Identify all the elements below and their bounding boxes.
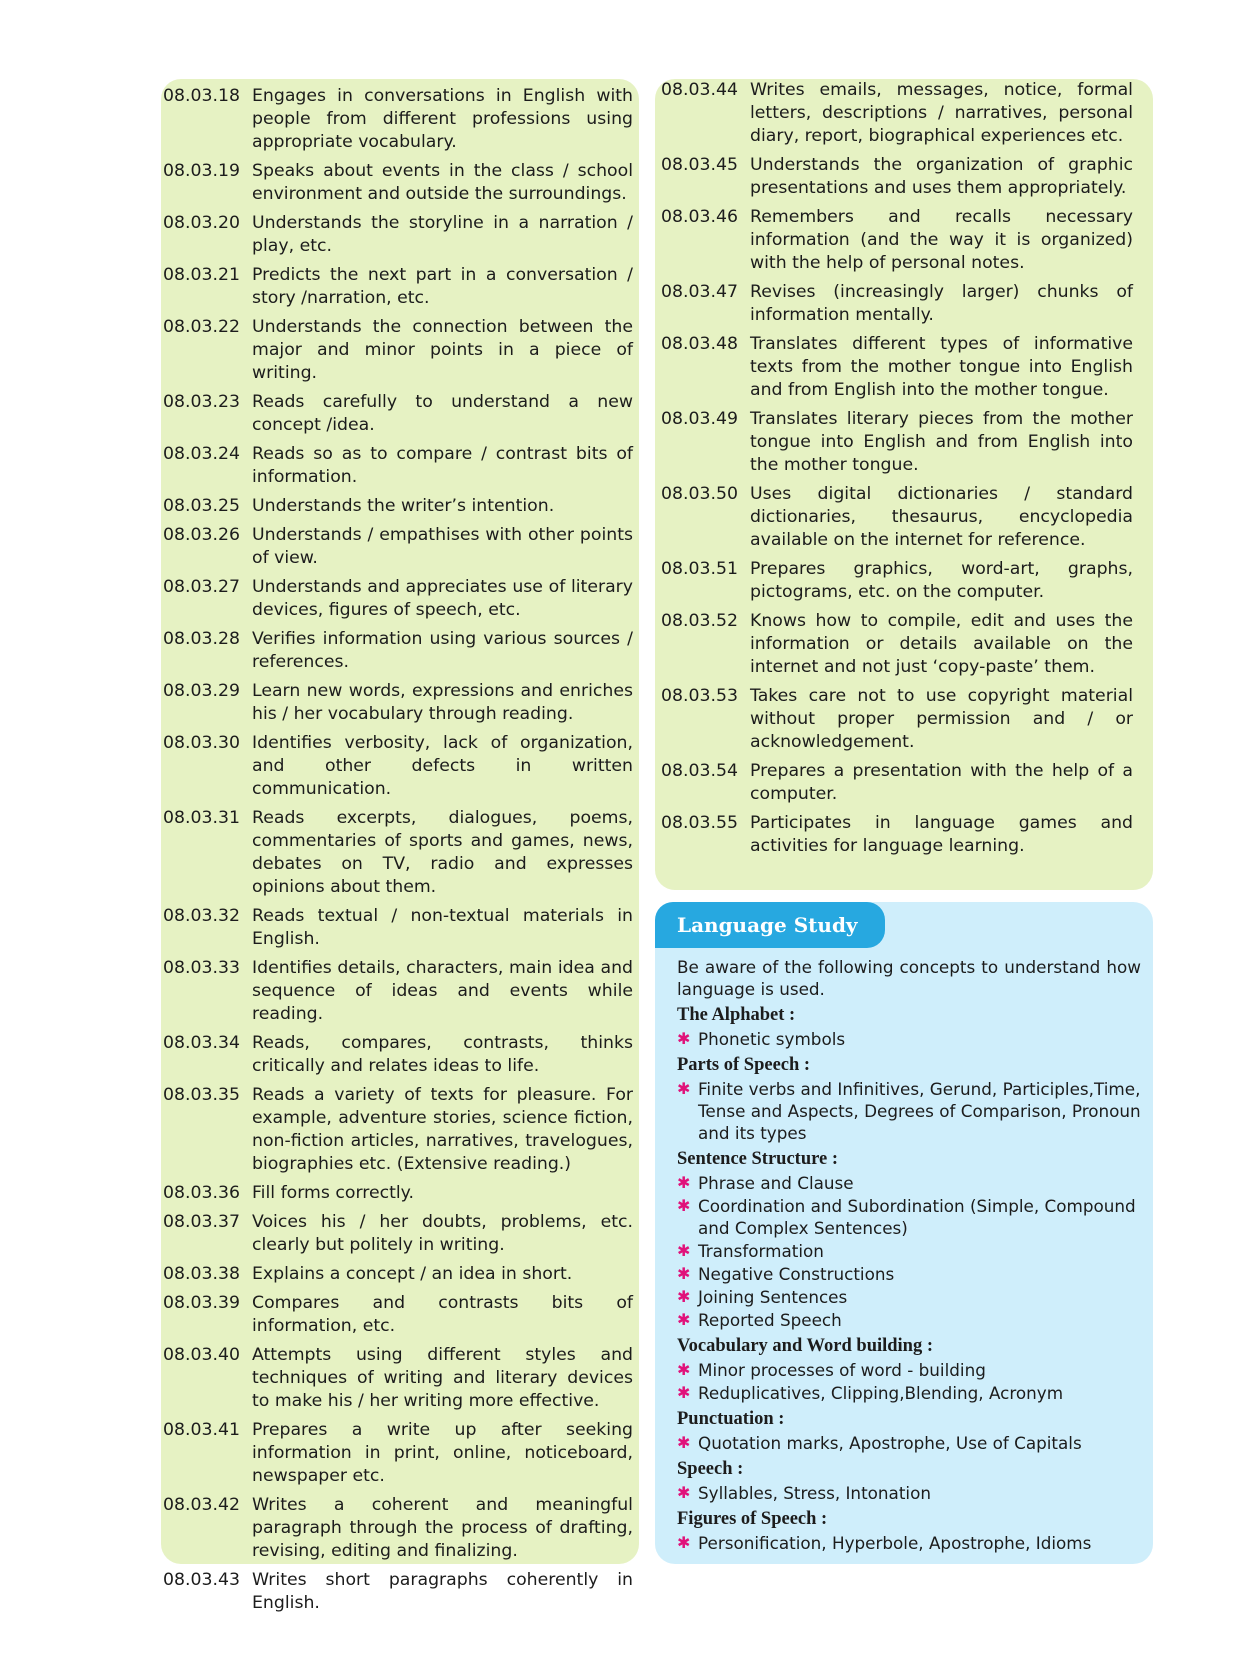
outcome-item [661, 760, 1133, 806]
concept-bullet [677, 1382, 1141, 1404]
outcome-item [163, 732, 633, 801]
outcome-text: Voices his / her doubts, problems, etc. clearly but politely in writing. [252, 1212, 633, 1255]
outcome-code: 08.03.48 [661, 334, 738, 354]
concept-bullet [677, 1432, 1141, 1454]
concept-section [677, 1003, 1141, 1050]
outcome-text: Compares and contrasts bits of information, etc. [252, 1293, 633, 1336]
outcome-item [163, 160, 633, 206]
outcome-item [661, 333, 1133, 402]
outcome-text: Verifies information using various sources / references. [252, 629, 633, 672]
outcome-item [163, 1211, 633, 1257]
language-study-title: Language Study [655, 902, 885, 948]
asterisk-bullet-icon: ✱ [677, 1310, 691, 1329]
outcome-text: Explains a concept / an idea in short. [252, 1264, 573, 1284]
outcome-item [163, 1084, 633, 1176]
outcome-item [661, 79, 1133, 148]
concept-bullet [677, 1195, 1141, 1239]
outcome-text: Reads carefully to understand a new concept /idea. [252, 392, 633, 435]
outcome-text: Fill forms correctly. [252, 1183, 414, 1203]
concept-bullet-text: Personification, Hyperbole, Apostrophe, Idioms [698, 1533, 1092, 1553]
concept-bullet [677, 1532, 1141, 1554]
concept-section [677, 1407, 1141, 1454]
outcome-code: 08.03.19 [163, 161, 240, 181]
outcome-item [661, 154, 1133, 200]
outcome-code: 08.03.55 [661, 813, 738, 833]
outcome-code: 08.03.24 [163, 444, 240, 464]
asterisk-bullet-icon: ✱ [677, 1383, 691, 1402]
concept-bullet [677, 1286, 1141, 1308]
concept-bullet [677, 1482, 1141, 1504]
concept-bullet [677, 1172, 1141, 1194]
outcome-item [163, 1344, 633, 1413]
outcome-text: Identifies verbosity, lack of organization, and other defects in written communication. [252, 733, 633, 799]
outcome-item [163, 495, 633, 518]
concept-bullet-text: Coordination and Subordination (Simple, Compound and Complex Sentences) [698, 1196, 1136, 1238]
outcome-code: 08.03.46 [661, 207, 738, 227]
concept-bullet-text: Transformation [698, 1241, 824, 1261]
outcome-code: 08.03.51 [661, 559, 738, 579]
outcome-text: Understands the storyline in a narration / play, etc. [252, 213, 633, 256]
outcome-code: 08.03.39 [163, 1293, 240, 1313]
concept-section [677, 1457, 1141, 1504]
concept-bullet-text: Phonetic symbols [698, 1029, 846, 1049]
outcome-item [163, 628, 633, 674]
outcome-item [163, 316, 633, 385]
asterisk-bullet-icon: ✱ [677, 1264, 691, 1283]
outcome-text: Attempts using different styles and techniques of writing and literary devices to make his / her writing more effective. [252, 1345, 633, 1411]
concept-bullet [677, 1359, 1141, 1381]
outcome-text: Writes a coherent and meaningful paragraph through the process of drafting, revising, editing and finalizing. [252, 1495, 633, 1561]
outcome-item [163, 391, 633, 437]
concept-bullet-text: Joining Sentences [698, 1287, 848, 1307]
concept-bullet-text: Minor processes of word - building [698, 1360, 986, 1380]
outcome-item [661, 281, 1133, 327]
outcome-text: Writes emails, messages, notice, formal letters, descriptions / narratives, personal diary, report, biographical experiences etc. [750, 80, 1133, 146]
outcome-text: Uses digital dictionaries / standard dictionaries, thesaurus, encyclopedia available on the internet for reference. [750, 484, 1133, 550]
outcome-text: Reads excerpts, dialogues, poems, commentaries of sports and games, news, debates on TV, radio and expresses opinions about them. [252, 808, 633, 897]
concept-section-title: Figures of Speech : [677, 1509, 828, 1529]
outcome-code: 08.03.20 [163, 213, 240, 233]
outcome-text: Understands the organization of graphic presentations and uses them appropriately. [750, 155, 1133, 198]
outcome-text: Takes care not to use copyright material without proper permission and / or acknowledgement. [750, 686, 1133, 752]
outcome-code: 08.03.30 [163, 733, 240, 753]
outcome-code: 08.03.23 [163, 392, 240, 412]
outcome-item [163, 1419, 633, 1488]
asterisk-bullet-icon: ✱ [677, 1287, 691, 1306]
concept-section-title: Parts of Speech : [677, 1055, 811, 1075]
outcome-item [163, 212, 633, 258]
outcome-text: Knows how to compile, edit and uses the information or details available on the internet and not just ‘copy-paste’ them. [750, 611, 1133, 677]
outcome-item [661, 812, 1133, 858]
outcome-code: 08.03.29 [163, 681, 240, 701]
concept-section-title: The Alphabet : [677, 1005, 796, 1025]
outcome-item [163, 264, 633, 310]
outcome-code: 08.03.49 [661, 409, 738, 429]
outcome-item [163, 85, 633, 154]
outcome-text: Translates different types of informative texts from the mother tongue into English and from English into the mother tongue. [750, 334, 1133, 400]
outcome-item [163, 1494, 633, 1563]
outcome-item [661, 206, 1133, 275]
outcome-code: 08.03.43 [163, 1570, 240, 1590]
outcome-text: Learn new words, expressions and enriches his / her vocabulary through reading. [252, 681, 633, 724]
outcome-item [163, 957, 633, 1026]
outcome-text: Understands the writer’s intention. [252, 496, 555, 516]
asterisk-bullet-icon: ✱ [677, 1173, 691, 1192]
asterisk-bullet-icon: ✱ [677, 1029, 691, 1048]
outcome-code: 08.03.54 [661, 761, 738, 781]
outcome-item [163, 1263, 633, 1286]
outcome-code: 08.03.47 [661, 282, 738, 302]
right-outcomes-panel [655, 79, 1153, 890]
concept-bullet [677, 1309, 1141, 1331]
asterisk-bullet-icon: ✱ [677, 1483, 691, 1502]
outcome-item [661, 483, 1133, 552]
asterisk-bullet-icon: ✱ [677, 1433, 691, 1452]
concept-section-title: Sentence Structure : [677, 1149, 838, 1169]
concept-bullet [677, 1240, 1141, 1262]
outcome-code: 08.03.32 [163, 906, 240, 926]
outcome-code: 08.03.31 [163, 808, 240, 828]
outcome-text: Writes short paragraphs coherently in English. [252, 1570, 633, 1613]
outcome-code: 08.03.21 [163, 265, 240, 285]
outcome-text: Prepares graphics, word-art, graphs, pictograms, etc. on the computer. [750, 559, 1133, 602]
concept-section-title: Punctuation : [677, 1409, 785, 1429]
outcome-item [661, 610, 1133, 679]
outcome-item [163, 1569, 633, 1615]
outcome-text: Reads, compares, contrasts, thinks critically and relates ideas to life. [252, 1033, 633, 1076]
outcome-item [163, 524, 633, 570]
outcome-code: 08.03.44 [661, 80, 738, 100]
outcome-text: Engages in conversations in English with people from different professions using appropriate vocabulary. [252, 86, 633, 152]
concept-section [677, 1053, 1141, 1144]
outcome-code: 08.03.27 [163, 577, 240, 597]
language-study-sections [677, 1003, 1141, 1554]
outcome-item [661, 408, 1133, 477]
outcome-code: 08.03.40 [163, 1345, 240, 1365]
concept-bullet [677, 1028, 1141, 1050]
concept-bullet [677, 1078, 1141, 1144]
outcome-text: Understands / empathises with other points of view. [252, 525, 633, 568]
outcome-text: Reads a variety of texts for pleasure. For example, adventure stories, science fiction, non-fiction articles, narratives, travelogues, biographies etc. (Extensive reading.) [252, 1085, 633, 1174]
outcome-item [163, 443, 633, 489]
outcome-text: Understands and appreciates use of literary devices, figures of speech, etc. [252, 577, 633, 620]
outcome-code: 08.03.42 [163, 1495, 240, 1515]
outcome-text: Understands the connection between the major and minor points in a piece of writing. [252, 317, 633, 383]
language-study-intro: Be aware of the following concepts to understand how language is used. [677, 957, 1141, 999]
outcome-code: 08.03.34 [163, 1033, 240, 1053]
outcome-code: 08.03.26 [163, 525, 240, 545]
asterisk-bullet-icon: ✱ [677, 1196, 691, 1215]
asterisk-bullet-icon: ✱ [677, 1241, 691, 1260]
left-outcomes-panel [161, 79, 639, 1613]
asterisk-bullet-icon: ✱ [677, 1079, 691, 1098]
outcome-text: Remembers and recalls necessary information (and the way it is organized) with the help of personal notes. [750, 207, 1133, 273]
outcome-item [163, 576, 633, 622]
outcome-text: Prepares a write up after seeking information in print, online, noticeboard, newspaper etc. [252, 1420, 633, 1486]
outcome-text: Predicts the next part in a conversation / story /narration, etc. [252, 265, 633, 308]
outcome-item [163, 807, 633, 899]
outcome-code: 08.03.52 [661, 611, 738, 631]
outcome-text: Translates literary pieces from the mother tongue into English and from English into the mother tongue. [750, 409, 1133, 475]
concept-bullet-text: Reported Speech [698, 1310, 842, 1330]
outcome-code: 08.03.22 [163, 317, 240, 337]
outcome-code: 08.03.37 [163, 1212, 240, 1232]
concept-bullet-text: Phrase and Clause [698, 1173, 854, 1193]
outcome-code: 08.03.28 [163, 629, 240, 649]
concept-bullet-text: Reduplicatives, Clipping,Blending, Acronym [698, 1383, 1064, 1403]
outcome-item [163, 680, 633, 726]
outcome-code: 08.03.38 [163, 1264, 240, 1284]
outcome-item [163, 1182, 633, 1205]
outcome-code: 08.03.53 [661, 686, 738, 706]
outcome-item [661, 685, 1133, 754]
asterisk-bullet-icon: ✱ [677, 1533, 691, 1552]
concept-bullet-text: Finite verbs and Infinitives, Gerund, Participles,Time, Tense and Aspects, Degrees of Comparison, Pronoun and its types [698, 1079, 1141, 1143]
outcome-code: 08.03.50 [661, 484, 738, 504]
outcome-item [163, 905, 633, 951]
concept-bullet-text: Negative Constructions [698, 1264, 895, 1284]
asterisk-bullet-icon: ✱ [677, 1360, 691, 1379]
outcome-code: 08.03.18 [163, 86, 240, 106]
outcome-item [661, 558, 1133, 604]
outcome-text: Participates in language games and activities for language learning. [750, 813, 1133, 856]
outcome-code: 08.03.35 [163, 1085, 240, 1105]
outcome-text: Prepares a presentation with the help of a computer. [750, 761, 1133, 804]
concept-section-title: Speech : [677, 1459, 744, 1479]
concept-bullet-text: Quotation marks, Apostrophe, Use of Capitals [698, 1433, 1082, 1453]
outcome-code: 08.03.45 [661, 155, 738, 175]
outcome-code: 08.03.33 [163, 958, 240, 978]
concept-bullet [677, 1263, 1141, 1285]
outcome-code: 08.03.25 [163, 496, 240, 516]
outcome-item [163, 1292, 633, 1338]
language-study-panel [655, 902, 1153, 1564]
outcome-code: 08.03.36 [163, 1183, 240, 1203]
outcome-text: Revises (increasingly larger) chunks of information mentally. [750, 282, 1133, 325]
outcome-item [163, 1032, 633, 1078]
outcome-text: Reads so as to compare / contrast bits of information. [252, 444, 633, 487]
outcome-text: Speaks about events in the class / school environment and outside the surroundings. [252, 161, 633, 204]
concept-section-title: Vocabulary and Word building : [677, 1336, 934, 1356]
concept-section [677, 1147, 1141, 1331]
concept-section [677, 1334, 1141, 1404]
outcome-text: Identifies details, characters, main idea and sequence of ideas and events while reading. [252, 958, 633, 1024]
concept-bullet-text: Syllables, Stress, Intonation [698, 1483, 931, 1503]
outcome-code: 08.03.41 [163, 1420, 240, 1440]
concept-section [677, 1507, 1141, 1554]
outcome-text: Reads textual / non-textual materials in English. [252, 906, 633, 949]
